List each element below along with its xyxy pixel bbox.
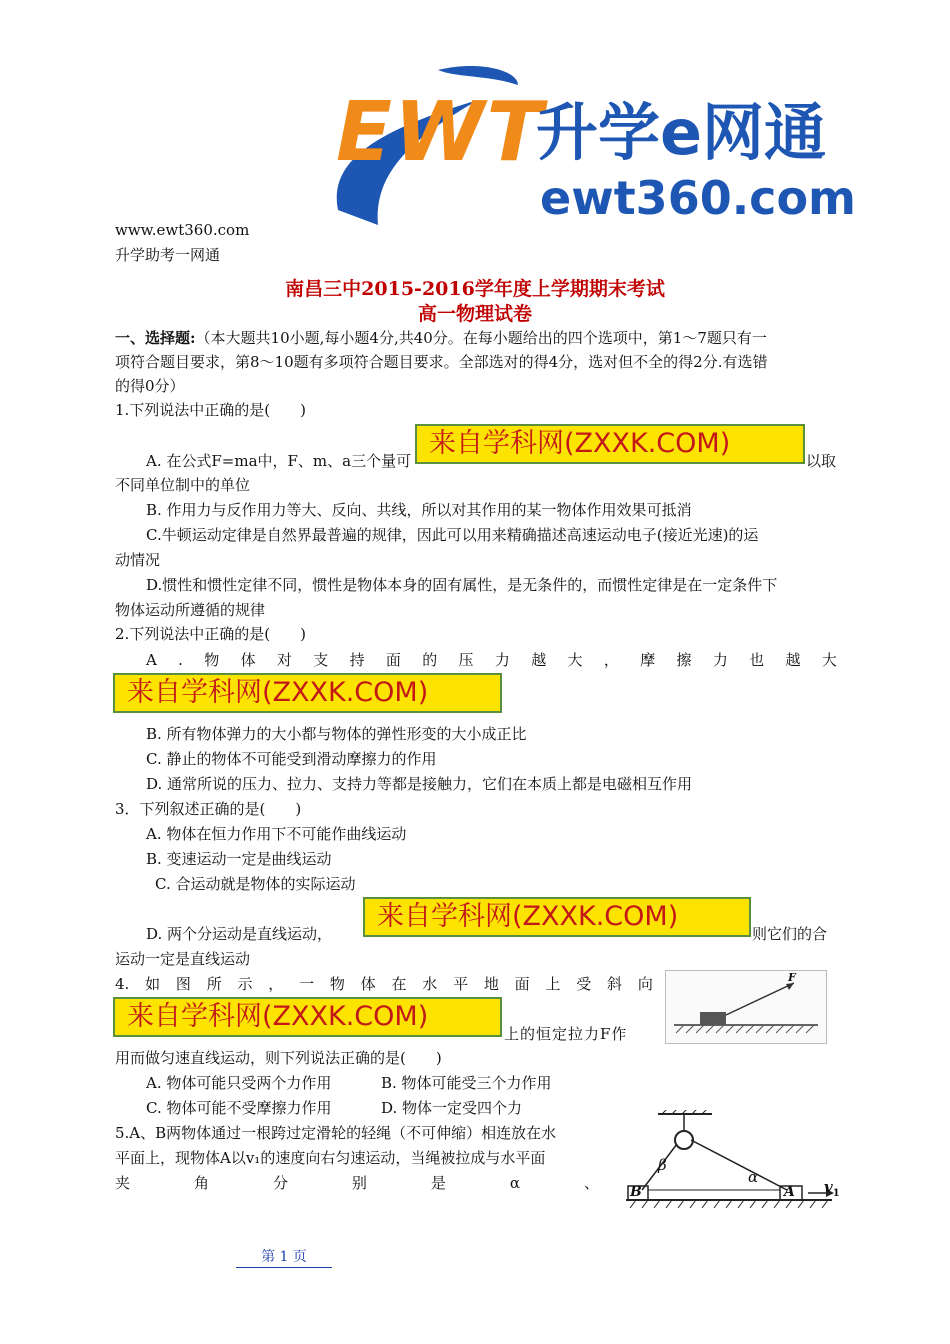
q3-stem: 3．下列叙述正确的是( ) [115, 800, 302, 818]
q2-option-d: D. 通常所说的压力、拉力、支持力等都是接触力，它们在本质上都是电磁相互作用 [146, 775, 693, 793]
q5-label-b: B [630, 1184, 642, 1200]
watermark-banner: 来自学科网(ZXXK.COM) [363, 897, 751, 937]
q5-label-a: A [784, 1184, 795, 1200]
doc-title-line2: 高一物理试卷 [417, 303, 532, 325]
logo-cn-text: 升学e网通 [536, 96, 827, 169]
q2-option-b: B. 所有物体弹力的大小都与物体的弹性形变的大小成正比 [146, 725, 527, 743]
q1-option-b: B. 作用力与反作用力等大、反向、共线，所以对其作用的某一物体作用效果可抵消 [146, 501, 692, 519]
q4-figure-label-f: F [788, 971, 796, 984]
q2-option-a: A . 物 体 对 支 持 面 的 压 力 越 大 ， 摩 擦 力 也 越 大 [146, 651, 837, 669]
q5-label-beta: β [658, 1156, 667, 1174]
logo-domain-text: ewt360.com [540, 171, 856, 225]
logo-ewt-text: EWT [336, 85, 545, 180]
q1-option-a: A. 在公式F=ma中，F、m、a三个量可 [146, 452, 412, 470]
q4-stem: 4. 如 图 所 示 ， 一 物 体 在 水 平 地 面 上 受 斜 向 [115, 975, 653, 993]
q4-option-d: D. 物体一定受四个力 [381, 1099, 523, 1117]
q1-option-a-cont: 不同单位制中的单位 [115, 476, 251, 494]
q2-option-c: C. 静止的物体不可能受到滑动摩擦力的作用 [146, 750, 437, 768]
q4-stem-line2-tail: 上的恒定拉力F作 [504, 1025, 628, 1043]
site-slogan: 升学助考一网通 [115, 246, 221, 264]
q5-figure [622, 1110, 847, 1210]
q4-stem-line3: 用而做匀速直线运动，则下列说法正确的是( ) [115, 1049, 442, 1067]
section-intro-line2: 项符合题目要求，第8～10题有多项符合题目要求。全部选对的得4分，选对但不全的得2分.有选错 [115, 353, 768, 371]
doc-title-line1: 南昌三中2015-2016学年度上学期期末考试 [285, 278, 665, 300]
q3-option-d: D. 两个分运动是直线运动， [146, 925, 333, 943]
q1-option-c: C.牛顿运动定律是自然界最普遍的规律，因此可以用来精确描述高速运动电子(接近光速)的运 [146, 526, 759, 544]
q4-option-b: B. 物体可能受三个力作用 [381, 1074, 552, 1092]
section-intro-line3: 的得0分） [115, 377, 185, 395]
q5-stem-line2: 平面上，现物体A以v₁的速度向右匀速运动，当绳被拉成与水平面 [115, 1149, 546, 1167]
q2-stem: 2.下列说法中正确的是( ) [115, 625, 307, 643]
watermark-banner: 来自学科网(ZXXK.COM) [113, 997, 502, 1037]
q3-option-d-tail: 则它们的合 [752, 925, 828, 943]
section-heading: 一、选择题: [115, 329, 196, 347]
q3-option-b: B. 变速运动一定是曲线运动 [146, 850, 332, 868]
q4-option-c: C. 物体可能不受摩擦力作用 [146, 1099, 332, 1117]
q5-label-alpha: α [748, 1168, 759, 1186]
q4-figure [665, 970, 827, 1044]
q3-option-d-cont: 运动一定是直线运动 [115, 950, 251, 968]
q5-stem-line3: 夹 角 分 别 是 α 、 [115, 1174, 599, 1192]
force-diagram-icon [666, 971, 826, 1043]
watermark-banner: 来自学科网(ZXXK.COM) [113, 673, 502, 713]
q4-option-a: A. 物体可能只受两个力作用 [146, 1074, 332, 1092]
ewt-logo [318, 60, 856, 240]
q1-option-a-tail: 以取 [806, 452, 837, 470]
q1-option-d-cont: 物体运动所遵循的规律 [115, 601, 266, 619]
section-intro-line1: 一、选择题:（本大题共10小题,每小题4分,共40分。在每小题给出的四个选项中，第1～7题只有一 [115, 329, 767, 347]
pulley-diagram-icon [622, 1110, 847, 1210]
q5-label-v1: $v_1$ [824, 1178, 840, 1199]
page-number: 第 1 页 [236, 1247, 332, 1268]
watermark-banner: 来自学科网(ZXXK.COM) [415, 424, 805, 464]
q3-option-a: A. 物体在恒力作用下不可能作曲线运动 [146, 825, 407, 843]
q3-option-c: C. 合运动就是物体的实际运动 [155, 875, 356, 893]
site-url: www.ewt360.com [115, 221, 250, 239]
q5-stem-line1: 5.A、B两物体通过一根跨过定滑轮的轻绳（不可伸缩）相连放在水 [115, 1124, 557, 1142]
q1-stem: 1.下列说法中正确的是( ) [115, 401, 307, 419]
q1-option-c-cont: 动情况 [115, 551, 161, 569]
q1-option-d: D.惯性和惯性定律不同，惯性是物体本身的固有属性，是无条件的，而惯性定律是在一定条件下 [146, 576, 778, 594]
